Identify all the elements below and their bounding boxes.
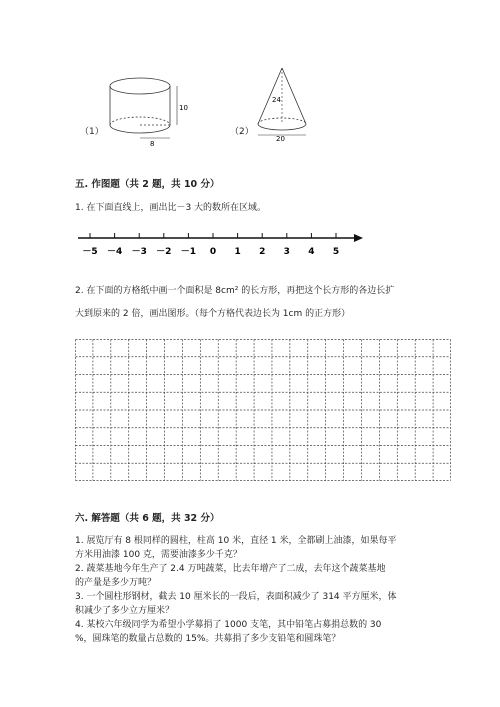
figure-2-label: （2） [230,127,254,137]
question-5-2-line-1: 2. 在下面的方格纸中画一个面积是 8cm² 的长方形，再把这个长方形的各边长扩 [75,286,395,296]
question-line: 积减少了多少立方厘米？ [75,606,175,616]
grid-paper[interactable] [75,339,451,481]
cone-figure [252,64,312,144]
question-line: 4. 某校六年级同学为希望小学募捐了 1000 支笔，其中铅笔占募捐总数的 30 [75,620,382,630]
number-line-tick-label: －4 [106,247,123,257]
number-line-tick-label: －2 [156,247,172,257]
number-line-tick-label: 3 [283,247,290,257]
question-line: %，圆珠笔的数量占总数的 15%。共募捐了多少支铅笔和圆珠笔？ [75,634,341,644]
section-5-heading: 五. 作图题（共 2 题，共 10 分） [75,179,220,190]
number-line-tick-label: －3 [131,247,147,257]
cylinder-figure [100,70,190,150]
question-line: 的产量是多少万吨？ [75,578,157,588]
number-line-tick-label: 5 [332,247,340,257]
cylinder-height-label: 10 [179,104,188,112]
section-6-questions [75,534,397,646]
number-line-tick-label: 0 [209,247,217,257]
cone-height-label: 24 [272,96,281,104]
question-5-2-line-2: 大到原来的 2 倍，画出图形。（每个方格代表边长为 1cm 的正方形） [75,309,351,319]
number-line-tick-label: 1 [234,247,241,257]
question-line: 方米用油漆 100 克，需要油漆多少千克？ [75,550,242,560]
question-line: 1. 展览厅有 8 根同样的圆柱，柱高 10 米，直径 1 米，全都刷上油漆，如果每平 [75,536,397,546]
number-line-tick-label: 2 [259,247,266,257]
number-line-tick-label: 4 [308,247,315,257]
question-5-1: 1. 在下面直线上，画出比－3 大的数所在区域。 [75,203,267,213]
section-6-heading: 六. 解答题（共 6 题，共 32 分） [75,513,220,524]
number-line-tick-label: －1 [180,247,197,257]
cylinder-radius-label: 8 [150,140,155,148]
question-line: 2. 蔬菜基地今年生产了 2.4 万吨蔬菜，比去年增产了二成，去年这个蔬菜基地 [75,564,386,574]
cone-diameter-label: 20 [276,135,285,143]
question-line: 3. 一个圆柱形钢材，截去 10 厘米长的一段后，表面积减少了 314 平方厘米，体 [75,592,397,602]
figure-1-label: （1） [80,127,104,137]
number-line-tick-label: －5 [82,247,98,257]
number-line [74,230,364,260]
